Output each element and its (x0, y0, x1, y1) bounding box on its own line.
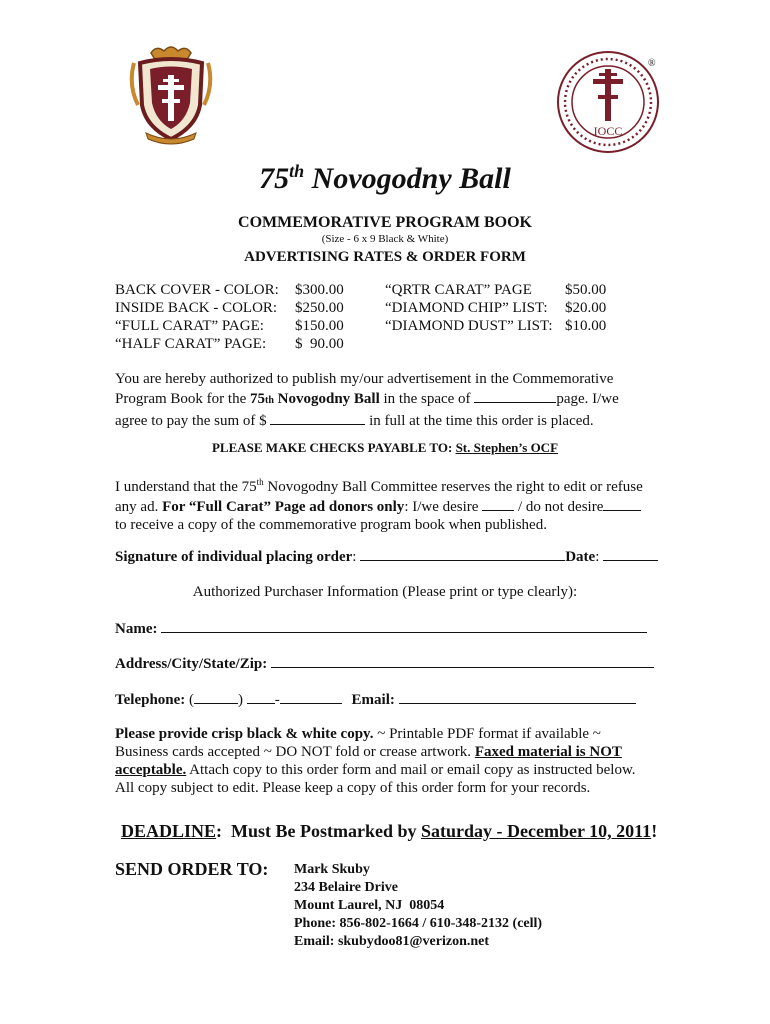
auth-num: 75 (249, 391, 265, 407)
understand-paragraph (115, 473, 675, 534)
auth-text: page. I/we (556, 391, 619, 407)
date-label: Date (565, 549, 596, 565)
send-line: Email: skubydoo81@verizon.net (294, 934, 490, 949)
understand-text: any ad. (115, 499, 163, 515)
copy-text: ~ Printable PDF format if available ~ (373, 726, 601, 742)
checks-payee: St. Stephen’s OCF (455, 440, 559, 455)
phone-line-field[interactable] (280, 689, 342, 704)
auth-line-3 (115, 410, 675, 430)
auth-text: agree to pay the sum of $ (115, 413, 271, 429)
auth-event: Novogodny Ball (273, 391, 380, 407)
email-label: Email: (351, 692, 395, 708)
copy-fax-warning: Faxed material is NOT (474, 744, 622, 760)
rate-label: “HALF CARAT” PAGE: (115, 336, 267, 352)
page-title (0, 153, 770, 197)
subtitle-program-book: COMMEMORATIVE PROGRAM BOOK (238, 214, 532, 231)
area-code-field[interactable] (194, 689, 238, 704)
rate-price: $ 90.00 (295, 336, 344, 352)
purchaser-heading: Authorized Purchaser Information (Please print or type clearly): (192, 584, 578, 600)
desire-field[interactable] (482, 496, 514, 511)
checks-payable (0, 440, 770, 456)
deadline-end: ! (651, 821, 658, 841)
copy-line-3 (115, 761, 675, 779)
iocc-text: IOCC (593, 124, 623, 138)
name-row (115, 618, 647, 638)
registered-mark: ® (648, 58, 656, 69)
copy-bold: Please provide crisp black & white copy. (115, 726, 374, 742)
send-address (294, 861, 542, 951)
understand-text: / do not desire (514, 499, 604, 515)
phone-dash: - (274, 692, 280, 708)
address-row (115, 653, 654, 673)
signature-colon: : (352, 549, 357, 565)
space-field[interactable] (474, 388, 556, 403)
auth-th: th (264, 395, 274, 406)
send-line: Phone: 856-802-1664 / 610-348-2132 (cell) (294, 916, 543, 931)
rate-label: “QRTR CARAT” PAGE (385, 282, 532, 298)
copy-line-1 (115, 725, 675, 743)
copy-fax-warning: acceptable. (115, 762, 187, 778)
rate-price: $50.00 (565, 282, 607, 298)
name-label: Name: (115, 621, 158, 637)
rate-price: $20.00 (565, 300, 607, 316)
address-label: Address/City/State/Zip: (115, 656, 268, 672)
phone-prefix-field[interactable] (247, 689, 275, 704)
name-field[interactable] (161, 618, 647, 633)
title-text: Novogodny Ball (311, 162, 511, 195)
rate-label: “DIAMOND CHIP” LIST: (385, 300, 548, 316)
size-note: (Size - 6 x 9 Black & White) (321, 233, 449, 245)
understand-line-3: to receive a copy of the commemorative program book when published. (115, 517, 547, 533)
deadline-label: DEADLINE (121, 821, 217, 841)
copy-line-4: All copy subject to edit. Please keep a copy of this order form for your records. (115, 780, 591, 796)
paren-open: ( (189, 692, 195, 708)
auth-line-1: You are hereby authorized to publish my/our advertisement in the Commemorative (115, 371, 614, 387)
signature-row (115, 546, 658, 566)
understand-th: th (256, 477, 264, 487)
phone-email-row (115, 689, 636, 709)
deadline-date: Saturday - December 10, 2011 (421, 821, 652, 841)
telephone-label: Telephone: (115, 692, 186, 708)
auth-text: in full at the time this order is placed. (365, 413, 594, 429)
iocc-seal-logo (553, 47, 663, 157)
signature-field[interactable] (360, 546, 565, 561)
deadline (121, 820, 657, 842)
send-order-label: SEND ORDER TO: (115, 859, 269, 879)
address-field[interactable] (271, 653, 654, 668)
send-line: 234 Belaire Drive (294, 880, 398, 895)
paren-close: ) (238, 692, 244, 708)
rate-price: $300.00 (295, 282, 344, 298)
send-line: Mount Laurel, NJ 08054 (294, 898, 445, 913)
title-number: 75 (259, 162, 290, 195)
title-sup: th (289, 161, 305, 181)
understand-line-2 (115, 496, 675, 516)
auth-text: in the space of (379, 391, 475, 407)
understand-text: I understand that the 75 (115, 479, 257, 495)
rate-label: INSIDE BACK - COLOR: (115, 300, 278, 316)
checks-label: PLEASE MAKE CHECKS PAYABLE TO: (211, 440, 456, 455)
authorization-paragraph (115, 370, 675, 430)
email-field[interactable] (399, 689, 636, 704)
understand-line-1 (115, 473, 675, 496)
date-field[interactable] (603, 546, 658, 561)
rate-label: “FULL CARAT” PAGE: (115, 318, 264, 334)
sum-field[interactable] (270, 410, 365, 425)
subtitle-rates: ADVERTISING RATES & ORDER FORM (244, 249, 526, 265)
understand-text: : I/we desire (404, 499, 483, 515)
rate-price: $10.00 (565, 318, 607, 334)
copy-text: Attach copy to this order form and mail or email copy as instructed below. (186, 762, 636, 778)
understand-bold: For “Full Carat” Page ad donors only (162, 499, 405, 515)
rate-label: “DIAMOND DUST” LIST: (385, 318, 553, 334)
date-colon: : (595, 549, 600, 565)
auth-text: Program Book for the (115, 391, 250, 407)
rate-price: $250.00 (295, 300, 344, 316)
crest-logo (126, 45, 216, 145)
not-desire-field[interactable] (603, 496, 641, 511)
copy-instructions (115, 725, 675, 797)
deadline-colon: : (216, 821, 223, 841)
copy-text: Business cards accepted ~ DO NOT fold or crease artwork. (115, 744, 475, 760)
rate-price: $150.00 (295, 318, 344, 334)
rate-label: BACK COVER - COLOR: (115, 282, 279, 298)
auth-line-2 (115, 388, 675, 410)
deadline-text: Must Be Postmarked by (222, 821, 422, 841)
copy-line-2 (115, 743, 675, 761)
understand-text: Novogodny Ball Committee reserves the right to edit or refuse (263, 479, 643, 495)
send-line: Mark Skuby (294, 862, 370, 877)
signature-label: Signature of individual placing order (115, 549, 353, 565)
